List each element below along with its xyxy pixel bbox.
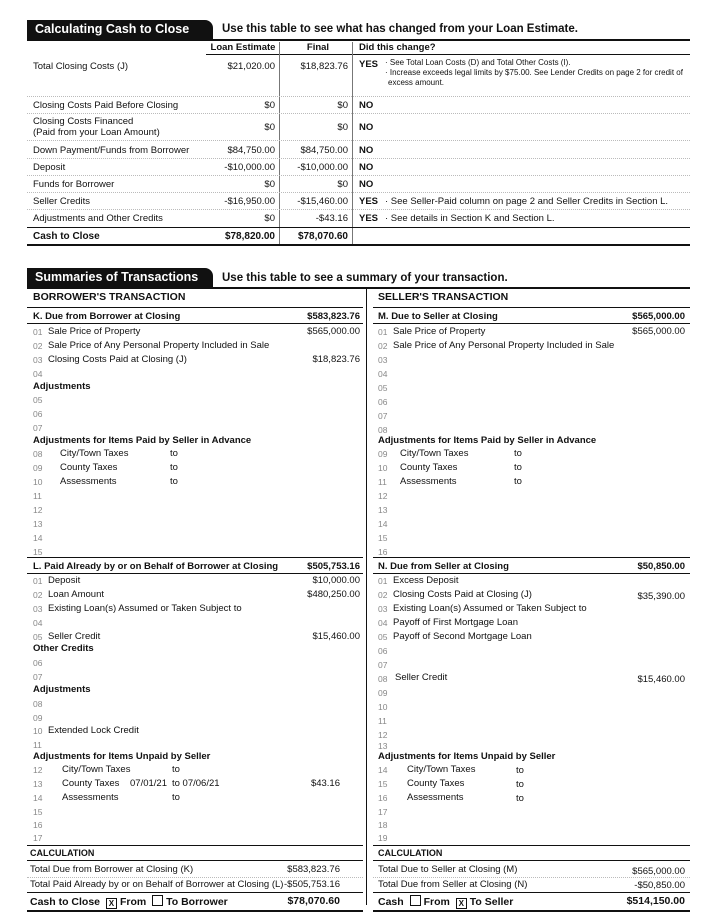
line-number: 08	[33, 699, 43, 709]
ctc-row-changed: NO	[359, 162, 374, 173]
line-number: 11	[378, 716, 387, 726]
line-number: 16	[378, 793, 388, 803]
ctc-row-label: Seller Credits	[33, 196, 91, 207]
line-number: 01	[33, 576, 43, 586]
line-number: 14	[378, 765, 388, 775]
s-calc-amount: $565,000.00	[632, 866, 685, 877]
line-number: 10	[378, 702, 388, 712]
line-number: 13	[33, 779, 43, 789]
l-unpaid-label: Assessments	[62, 792, 119, 803]
line-number: 03	[378, 604, 388, 614]
ctc-row-changed: YES	[359, 196, 379, 207]
ctc-row-final: -$10,000.00	[297, 162, 348, 173]
l-unpaid-amount: $43.16	[310, 778, 340, 789]
l-unpaid-to: to	[172, 764, 180, 775]
line-number: 16	[378, 547, 388, 557]
ctc-top-rule	[27, 39, 690, 41]
s-to-label: To Seller	[469, 896, 514, 908]
m-row-label: Sale Price of Any Personal Property Included in Sale	[393, 340, 615, 351]
line-number: 03	[378, 355, 388, 365]
ctc-row-le: -$16,950.00	[224, 196, 275, 207]
line-number: 07	[33, 672, 43, 682]
ctc-instruction: Use this table to see what has changed from your Loan Estimate.	[222, 23, 578, 35]
l-unpaid-title: Adjustments for Items Unpaid by Seller	[33, 751, 211, 762]
line-number: 09	[33, 463, 43, 473]
ctc-row-changed: NO	[359, 145, 374, 156]
line-number: 04	[33, 369, 43, 379]
line-number: 15	[33, 807, 43, 817]
b-cash-to-close	[30, 895, 228, 909]
line-number: 01	[378, 327, 388, 337]
l-adjustments-title: Adjustments	[33, 684, 91, 695]
ctc-row-final: $18,823.76	[300, 61, 348, 72]
b-calc-amount: -$505,753.16	[284, 879, 340, 890]
section-m-amount: $565,000.00	[632, 311, 685, 322]
ctc-row-le: -$10,000.00	[224, 162, 275, 173]
line-number: 11	[378, 477, 387, 487]
line-number: 09	[378, 688, 388, 698]
ctc-row-final: -$15,460.00	[297, 196, 348, 207]
b-calc-label: Total Due from Borrower at Closing (K)	[30, 864, 194, 875]
ctc-row-le: $0	[264, 213, 275, 224]
l-row-label: Seller Credit	[48, 631, 101, 642]
s-to-seller-checkbox[interactable]: X	[456, 898, 467, 909]
l-row-label: Existing Loan(s) Assumed or Taken Subject to	[48, 603, 242, 614]
l-other-credits-title: Other Credits	[33, 643, 94, 654]
ctc-row-label: Down Payment/Funds from Borrower	[33, 145, 190, 156]
line-number: 14	[33, 793, 43, 803]
line-number: 04	[33, 618, 43, 628]
s-calc-amount: -$50,850.00	[634, 880, 685, 891]
line-number: 06	[33, 409, 43, 419]
ctc-row-le: $0	[264, 100, 275, 111]
n-unpaid-to: to	[516, 793, 524, 804]
line-number: 13	[33, 519, 43, 529]
s-calc-label: Total Due to Seller at Closing (M)	[378, 864, 518, 875]
line-number: 06	[33, 658, 43, 668]
section-k-amount: $583,823.76	[307, 311, 360, 322]
ctc-col-le: Loan Estimate	[210, 42, 276, 53]
n-unpaid-label: Assessments	[407, 792, 464, 803]
sot-title: Summaries of Transactions	[27, 268, 213, 287]
s-from-checkbox[interactable]	[410, 895, 421, 906]
section-m-title: M. Due to Seller at Closing	[378, 311, 498, 322]
l-unpaid-to: to	[172, 792, 180, 803]
b-from-label: From	[119, 896, 147, 908]
k-adv-label: County Taxes	[60, 462, 118, 473]
l-row-label: Extended Lock Credit	[48, 725, 139, 736]
k-adv-to: to	[170, 462, 178, 473]
s-calc-label: Total Due from Seller at Closing (N)	[378, 879, 528, 890]
ctc-row-changed: YES	[359, 59, 379, 70]
ctc-total-label: Cash to Close	[33, 231, 100, 242]
ctc-row-final: $0	[337, 179, 348, 190]
ctc-row-label: Total Closing Costs (J)	[33, 61, 129, 72]
ctc-row-changed: NO	[359, 122, 374, 133]
n-row-label: Closing Costs Paid at Closing (J)	[393, 589, 532, 600]
k-adjustments-title: Adjustments	[33, 381, 91, 392]
m-adv-label: Assessments	[400, 476, 457, 487]
line-number: 01	[33, 327, 43, 337]
line-number: 08	[378, 674, 388, 684]
section-n-title: N. Due from Seller at Closing	[378, 561, 509, 572]
ctc-row-label: Closing Costs Financed	[33, 116, 134, 127]
l-unpaid-label: County Taxes	[62, 778, 120, 789]
b-to-borrower-checkbox[interactable]	[152, 895, 163, 906]
k-adv-label: City/Town Taxes	[60, 448, 129, 459]
line-number: 02	[378, 590, 388, 600]
m-adv-to: to	[514, 462, 522, 473]
k-adv-to: to	[170, 476, 178, 487]
ctc-row-changed: YES	[359, 213, 379, 224]
line-number: 10	[33, 726, 43, 736]
ctc-row-label: Adjustments and Other Credits	[33, 213, 163, 224]
line-number: 05	[378, 383, 388, 393]
line-number: 05	[33, 632, 43, 642]
line-number: 13	[378, 741, 388, 751]
s-cash-label: Cash	[378, 896, 404, 908]
line-number: 06	[378, 397, 388, 407]
s-cash	[378, 895, 513, 909]
ctc-row-label: Closing Costs Paid Before Closing	[33, 100, 179, 111]
s-cash-amount: $514,150.00	[626, 895, 685, 907]
line-number: 15	[378, 779, 388, 789]
ctc-row-final: -$43.16	[315, 213, 348, 224]
line-number: 12	[33, 765, 43, 775]
m-adv-title: Adjustments for Items Paid by Seller in Advance	[378, 435, 597, 446]
k-adv-label: Assessments	[60, 476, 117, 487]
m-adv-label: County Taxes	[400, 462, 458, 473]
n-unpaid-to: to	[516, 779, 524, 790]
line-number: 05	[33, 395, 43, 405]
n-row-amount: $35,390.00	[637, 591, 685, 602]
section-n-amount: $50,850.00	[637, 561, 685, 572]
l-unpaid-label: City/Town Taxes	[62, 764, 131, 775]
line-number: 10	[33, 477, 43, 487]
n-unpaid-title: Adjustments for Items Unpaid by Seller	[378, 751, 556, 762]
n-unpaid-label: County Taxes	[407, 778, 465, 789]
ctc-title: Calculating Cash to Close	[27, 20, 213, 39]
line-number: 15	[33, 547, 43, 557]
b-calc-amount: $583,823.76	[287, 864, 340, 875]
ctc-row-changed: NO	[359, 100, 374, 111]
ctc-row-final: $0	[337, 122, 348, 133]
ctc-row-label-2: (Paid from your Loan Amount)	[33, 127, 160, 138]
n-unpaid-to: to	[516, 765, 524, 776]
line-number: 07	[378, 660, 388, 670]
line-number: 08	[378, 425, 388, 435]
k-adv-to: to	[170, 448, 178, 459]
line-number: 18	[378, 820, 388, 830]
ctc-row-le: $21,020.00	[227, 61, 275, 72]
m-adv-to: to	[514, 476, 522, 487]
ctc-row-le: $84,750.00	[227, 145, 275, 156]
m-adv-label: City/Town Taxes	[400, 448, 469, 459]
n-row-label: Payoff of Second Mortgage Loan	[393, 631, 532, 642]
line-number: 09	[33, 713, 43, 723]
line-number: 07	[33, 423, 43, 433]
b-cash-amount: $78,070.60	[287, 895, 340, 907]
n-row-label: Payoff of First Mortgage Loan	[393, 617, 518, 628]
k-row-label: Sale Price of Any Personal Property Included in Sale	[48, 340, 270, 351]
n-row-label: Excess Deposit	[393, 575, 459, 586]
ctc-row-label: Funds for Borrower	[33, 179, 115, 190]
ctc-row-label: Deposit	[33, 162, 66, 173]
line-number: 11	[33, 740, 42, 750]
borrower-calc-title: CALCULATION	[30, 848, 95, 858]
line-number: 17	[33, 833, 43, 843]
line-number: 05	[378, 632, 388, 642]
line-number: 02	[33, 590, 43, 600]
ctc-row-note: excess amount.	[388, 78, 445, 87]
section-l-title: L. Paid Already by or on Behalf of Borrower at Closing	[33, 561, 279, 572]
line-number: 01	[378, 576, 388, 586]
ctc-row-note: · See Total Loan Costs (D) and Total Other Costs (I).	[385, 58, 571, 67]
line-number: 06	[378, 646, 388, 656]
line-number: 12	[33, 505, 43, 515]
line-number: 12	[378, 491, 388, 501]
ctc-col-changed: Did this change?	[359, 42, 436, 53]
ctc-row-changed: NO	[359, 179, 374, 190]
line-number: 07	[378, 411, 388, 421]
k-adv-title: Adjustments for Items Paid by Seller in Advance	[33, 435, 252, 446]
section-l-amount: $505,753.16	[307, 561, 360, 572]
line-number: 12	[378, 730, 388, 740]
section-k-title: K. Due from Borrower at Closing	[33, 311, 181, 322]
line-number: 08	[33, 449, 43, 459]
borrower-transaction-header: BORROWER'S TRANSACTION	[33, 291, 186, 303]
line-number: 14	[378, 519, 388, 529]
line-number: 10	[378, 463, 388, 473]
ctc-row-note: · Increase exceeds legal limits by $75.00. See Lender Credits on page 2 for credit of	[385, 68, 683, 77]
b-calc-label: Total Paid Already by or on Behalf of Borrower at Closing (L)	[30, 879, 284, 890]
ctc-row-le: $0	[264, 179, 275, 190]
line-number: 19	[378, 833, 388, 843]
ctc-row-note: · See Seller-Paid column on page 2 and Seller Credits in Section L.	[385, 196, 669, 207]
ctc-row-note: · See details in Section K and Section L.	[385, 213, 555, 224]
m-row-amount: $565,000.00	[632, 326, 685, 337]
l-row-label: Deposit	[48, 575, 81, 586]
line-number: 17	[378, 807, 388, 817]
line-number: 13	[378, 505, 388, 515]
line-number: 03	[33, 355, 43, 365]
line-number: 04	[378, 369, 388, 379]
l-row-label: Loan Amount	[48, 589, 104, 600]
sot-instruction: Use this table to see a summary of your transaction.	[222, 272, 508, 284]
n-row-amount: $15,460.00	[637, 674, 685, 685]
k-row-label: Sale Price of Property	[48, 326, 141, 337]
line-number: 11	[33, 491, 42, 501]
b-to-label: To Borrower	[166, 896, 228, 908]
ctc-total-final: $78,070.60	[297, 231, 348, 242]
line-number: 03	[33, 604, 43, 614]
l-unpaid-to: to 07/06/21	[172, 778, 220, 789]
ctc-row-final: $0	[337, 100, 348, 111]
b-cash-label: Cash to Close	[30, 896, 101, 908]
ctc-row-le: $0	[264, 122, 275, 133]
line-number: 04	[378, 618, 388, 628]
ctc-row-final: $84,750.00	[300, 145, 348, 156]
seller-calc-title: CALCULATION	[378, 848, 443, 858]
n-row-label: Seller Credit	[395, 672, 448, 683]
k-row-label: Closing Costs Paid at Closing (J)	[48, 354, 187, 365]
l-row-amount: $15,460.00	[312, 631, 360, 642]
l-unpaid-dates: 07/01/21	[130, 778, 167, 789]
line-number: 09	[378, 449, 388, 459]
line-number: 14	[33, 533, 43, 543]
n-row-label: Existing Loan(s) Assumed or Taken Subject to	[393, 603, 587, 614]
line-number: 15	[378, 533, 388, 543]
ctc-total-le: $78,820.00	[224, 231, 275, 242]
m-adv-to: to	[514, 448, 522, 459]
m-row-label: Sale Price of Property	[393, 326, 486, 337]
k-row-amount: $18,823.76	[312, 354, 360, 365]
l-row-amount: $10,000.00	[312, 575, 360, 586]
ctc-col-final: Final	[306, 42, 330, 53]
line-number: 02	[378, 341, 388, 351]
line-number: 16	[33, 820, 43, 830]
n-unpaid-label: City/Town Taxes	[407, 764, 476, 775]
s-from-label: From	[423, 896, 450, 908]
seller-transaction-header: SELLER'S TRANSACTION	[378, 291, 509, 303]
line-number: 02	[33, 341, 43, 351]
l-row-amount: $480,250.00	[307, 589, 360, 600]
k-row-amount: $565,000.00	[307, 326, 360, 337]
b-from-checkbox[interactable]: X	[106, 898, 117, 909]
